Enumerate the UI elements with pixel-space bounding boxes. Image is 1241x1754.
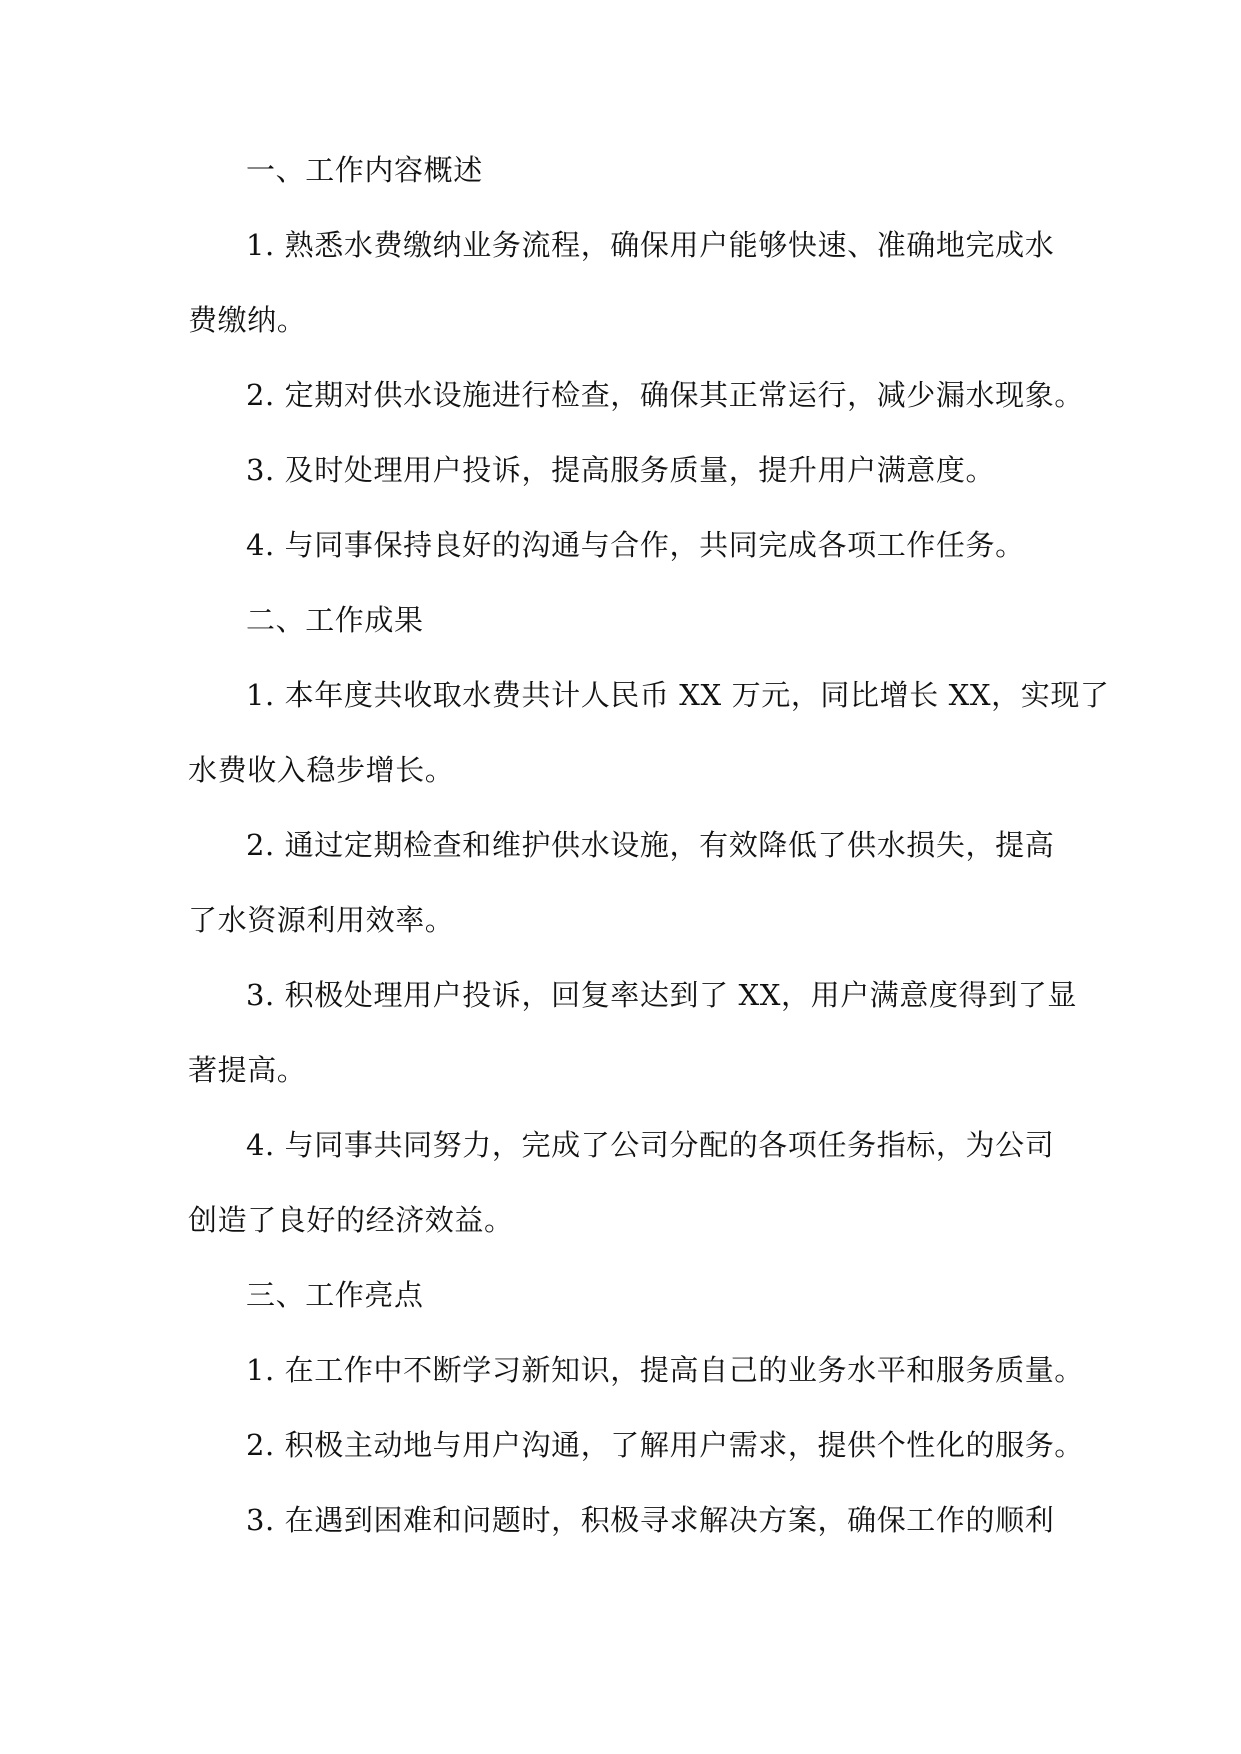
section-heading: 二、工作成果 [246, 603, 424, 637]
list-item-line: 4. 与同事共同努力，完成了公司分配的各项任务指标，为公司 [246, 1128, 1055, 1162]
list-item-line: 2. 定期对供水设施进行检查，确保其正常运行，减少漏水现象。 [246, 378, 1084, 412]
list-item-line: 3. 在遇到困难和问题时，积极寻求解决方案，确保工作的顺利 [246, 1503, 1055, 1537]
list-item-line: 2. 积极主动地与用户沟通，了解用户需求，提供个性化的服务。 [246, 1428, 1084, 1462]
section-heading: 一、工作内容概述 [246, 153, 483, 187]
list-item-line-continuation: 水费收入稳步增长。 [188, 753, 455, 787]
list-item-line: 3. 及时处理用户投诉，提高服务质量，提升用户满意度。 [246, 453, 996, 487]
list-item-line: 1. 熟悉水费缴纳业务流程，确保用户能够快速、准确地完成水 [246, 228, 1055, 262]
list-item-line: 2. 通过定期检查和维护供水设施，有效降低了供水损失，提高 [246, 828, 1055, 862]
section-heading: 三、工作亮点 [246, 1278, 424, 1312]
list-item-line: 1. 本年度共收取水费共计人民币 XX 万元，同比增长 XX，实现了 [246, 678, 1110, 712]
list-item-line: 1. 在工作中不断学习新知识，提高自己的业务水平和服务质量。 [246, 1353, 1084, 1387]
list-item-line-continuation: 费缴纳。 [188, 303, 307, 337]
list-item-line-continuation: 著提高。 [188, 1053, 307, 1087]
list-item-line-continuation: 了水资源利用效率。 [188, 903, 455, 937]
list-item-line: 4. 与同事保持良好的沟通与合作，共同完成各项工作任务。 [246, 528, 1025, 562]
list-item-line: 3. 积极处理用户投诉，回复率达到了 XX，用户满意度得到了显 [246, 978, 1077, 1012]
list-item-line-continuation: 创造了良好的经济效益。 [188, 1203, 514, 1237]
